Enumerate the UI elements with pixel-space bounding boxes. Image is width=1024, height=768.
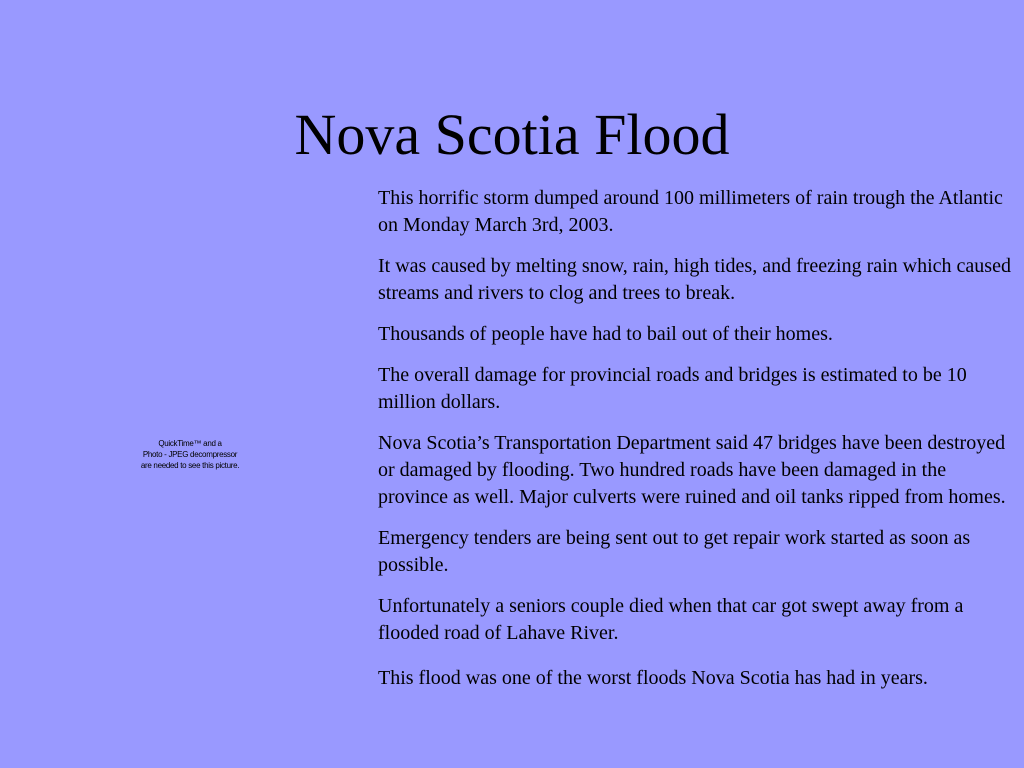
slide-body [378, 185, 1018, 692]
paragraph: It was caused by melting snow, rain, high tides, and freezing rain which caused streams and rivers to clog and trees to break. [378, 255, 1011, 304]
placeholder-line: are needed to see this picture. [140, 461, 240, 470]
paragraph: Unfortunately a seniors couple died when that car got swept away from a flooded road of Lahave River. [378, 595, 964, 644]
missing-picture-placeholder [120, 438, 260, 471]
paragraph: This horrific storm dumped around 100 millimeters of rain trough the Atlantic on Monday March 3rd, 2003. [378, 187, 1003, 236]
paragraph: Nova Scotia’s Transportation Department said 47 bridges have been destroyed or damaged by flooding. Two hundred roads have been damaged in the province as well. Major culverts were ruined and oil tanks ripped from homes. [378, 432, 1006, 508]
placeholder-line: QuickTime™ and a [158, 439, 222, 448]
placeholder-line: Photo - JPEG decompressor [142, 450, 238, 459]
paragraph: The overall damage for provincial roads and bridges is estimated to be 10 million dollars. [378, 364, 967, 413]
paragraph: Emergency tenders are being sent out to get repair work started as soon as possible. [378, 527, 971, 576]
paragraph: Thousands of people have had to bail out of their homes. [378, 323, 833, 345]
slide-title: Nova Scotia Flood [294, 102, 730, 167]
paragraph: This flood was one of the worst floods Nova Scotia has had in years. [378, 667, 928, 689]
